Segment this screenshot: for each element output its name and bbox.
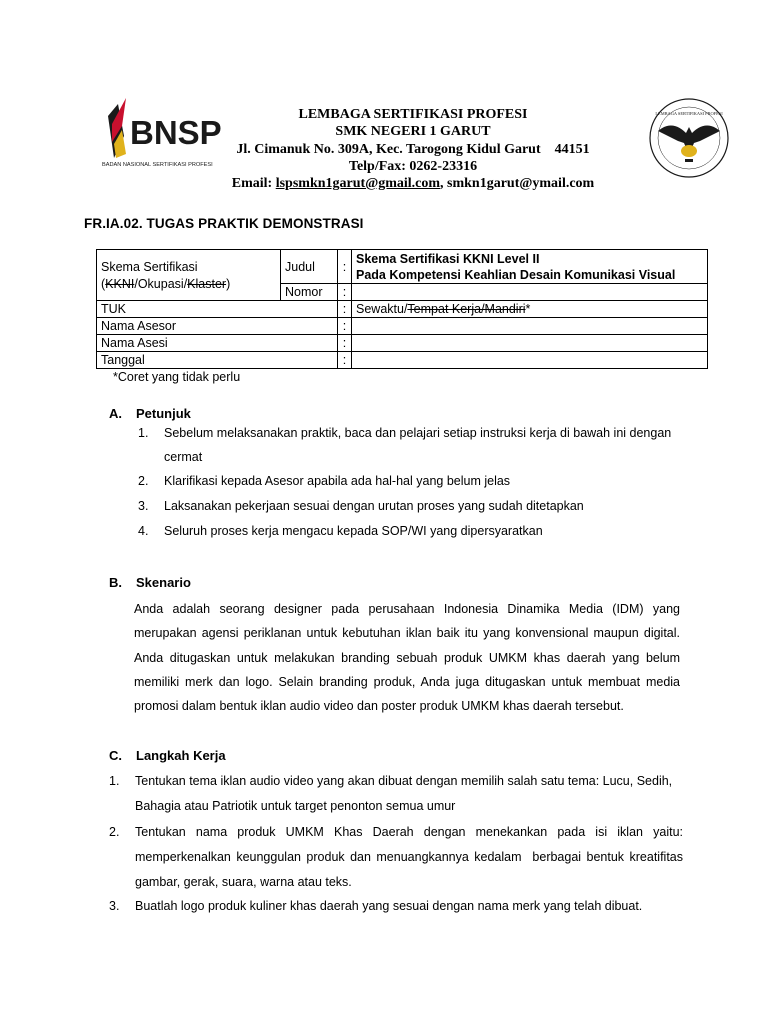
langkah-item-1-line1: Tentukan tema iklan audio video yang akan dibuat dengan memilih salah satu tema: Lucu, Sedih, [135, 774, 673, 788]
langkah-item-3-text: Buatlah logo produk kuliner khas daerah yang sesuai dengan nama merk yang telah dibuat. [135, 899, 643, 913]
skema-label-cell [97, 250, 281, 301]
skema-paren-close: ) [226, 277, 231, 291]
tuk-value [352, 301, 708, 318]
langkah-item-1-num: 1. [109, 774, 120, 788]
petunjuk-item-1-line1: Sebelum melaksanakan praktik, baca dan pelajari setiap instruksi kerja di bawah ini dengan [164, 426, 672, 440]
skema-klaster: Klaster [187, 277, 227, 291]
strike-note: *Coret yang tidak perlu [113, 370, 241, 384]
petunjuk-item-4-text: Seluruh proses kerja mengacu kepada SOP/WI yang dipersyaratkan [164, 524, 543, 538]
email-separator: , [440, 176, 444, 191]
langkah-item-3-num: 3. [109, 899, 120, 913]
tanggal-value [352, 352, 708, 369]
skenario-line-3: Anda ditugaskan untuk melakukan branding sebuah produk UMKM khas daerah yang belum [134, 650, 680, 665]
skenario-line-1: Anda adalah seorang designer pada perusahaan Indonesia Dinamika Media (IDM) yang [134, 602, 680, 616]
skema-okupasi: /Okupasi/ [134, 277, 188, 291]
skema-kkni: KKNI [105, 277, 135, 291]
petunjuk-item-1-num: 1. [138, 426, 149, 440]
org-name-line1: LEMBAGA SERTIFIKASI PROFESI [298, 107, 528, 122]
nomor-value [352, 284, 708, 301]
judul-label: Judul [281, 250, 338, 284]
langkah-item-2-line1: Tentukan nama produk UMKM Khas Daerah dengan menekankan pada isi iklan yaitu: [135, 825, 683, 839]
bnsp-logo-subtext: BADAN NASIONAL SERTIFIKASI PROFESI [102, 162, 213, 168]
asesor-label: Nama Asesor [97, 318, 338, 335]
asesi-value [352, 335, 708, 352]
tuk-value-asterisk: * [525, 302, 531, 316]
tanggal-label: Tanggal [97, 352, 338, 369]
section-a-title: Petunjuk [136, 406, 191, 421]
asesi-colon: : [338, 335, 352, 352]
judul-value-line2: Pada Kompetensi Keahlian Desain Komunikasi Visual [356, 267, 676, 282]
org-phone: Telp/Fax: 0262-23316 [348, 159, 478, 174]
org-name-line2: SMK NEGERI 1 GARUT [335, 124, 491, 139]
skema-paren-open: ( [101, 277, 106, 291]
skenario-line-5: promosi dalam bentuk iklan audio video dan poster produk UMKM khas daerah tersebut. [134, 699, 624, 714]
tuk-value-sewaktu: Sewaktu/ [356, 302, 408, 316]
org-address: Jl. Cimanuk No. 309A, Kec. Tarogong Kidul Garut 44151 [236, 142, 590, 157]
nomor-label: Nomor [281, 284, 338, 301]
langkah-item-2-num: 2. [109, 825, 120, 839]
petunjuk-item-3-text: Laksanakan pekerjaan sesuai dengan urutan proses yang sudah ditetapkan [164, 499, 584, 513]
tuk-value-struck: Tempat Kerja/Mandiri [407, 302, 526, 316]
petunjuk-item-3-num: 3. [138, 499, 149, 513]
tuk-colon: : [338, 301, 352, 318]
section-c-letter: C. [109, 748, 122, 763]
langkah-item-2-line2: memperkenalkan keunggulan produk dan menuangkannya kedalam berbagai bentuk kreatifitas [135, 850, 683, 864]
judul-value [352, 250, 708, 284]
skenario-paragraph [134, 597, 680, 718]
petunjuk-item-2-num: 2. [138, 474, 149, 488]
petunjuk-item-1-line2: cermat [164, 450, 203, 464]
judul-colon: : [338, 250, 352, 284]
tuk-label: TUK [97, 301, 338, 318]
section-b-letter: B. [109, 575, 122, 590]
tanggal-colon: : [338, 352, 352, 369]
asesi-label: Nama Asesi [97, 335, 338, 352]
lsp-logo-text: LEMBAGA SERTIFIKASI PROFESI [655, 111, 723, 116]
nomor-colon: : [338, 284, 352, 301]
asesor-colon: : [338, 318, 352, 335]
petunjuk-item-4-num: 4. [138, 524, 149, 538]
bnsp-logo-text: BNSP [130, 114, 222, 151]
email-label: Email: [231, 176, 273, 191]
section-a-letter: A. [109, 406, 122, 421]
petunjuk-item-2-text: Klarifikasi kepada Asesor apabila ada hal-hal yang belum jelas [164, 474, 511, 488]
section-b-title: Skenario [136, 575, 191, 590]
skenario-line-2: merupakan agensi periklanan untuk kebutuhan iklan baik itu yang konvensional maupun digital. [134, 626, 680, 641]
langkah-item-1-line2: Bahagia atau Patriotik untuk target penonton semua umur [135, 799, 456, 813]
org-email-line [160, 175, 666, 192]
document-code: FR.IA.02. TUGAS PRAKTIK DEMONSTRASI [84, 216, 364, 231]
judul-value-line1: Skema Sertifikasi KKNI Level II [356, 251, 540, 266]
langkah-item-2-line3: gambar, gerak, suara, warna atau teks. [135, 875, 352, 889]
skema-label: Skema Sertifikasi [101, 260, 198, 274]
skenario-line-4: memiliki merk dan logo. Selain branding produk, Anda juga ditugaskan untuk membuat media [134, 674, 680, 689]
asesor-value [352, 318, 708, 335]
email-2: smkn1garut@ymail.com [447, 176, 595, 191]
meta-table [96, 249, 708, 369]
email-link-1[interactable]: lspsmkn1garut@gmail.com [275, 176, 441, 191]
section-c-title: Langkah Kerja [136, 748, 226, 763]
